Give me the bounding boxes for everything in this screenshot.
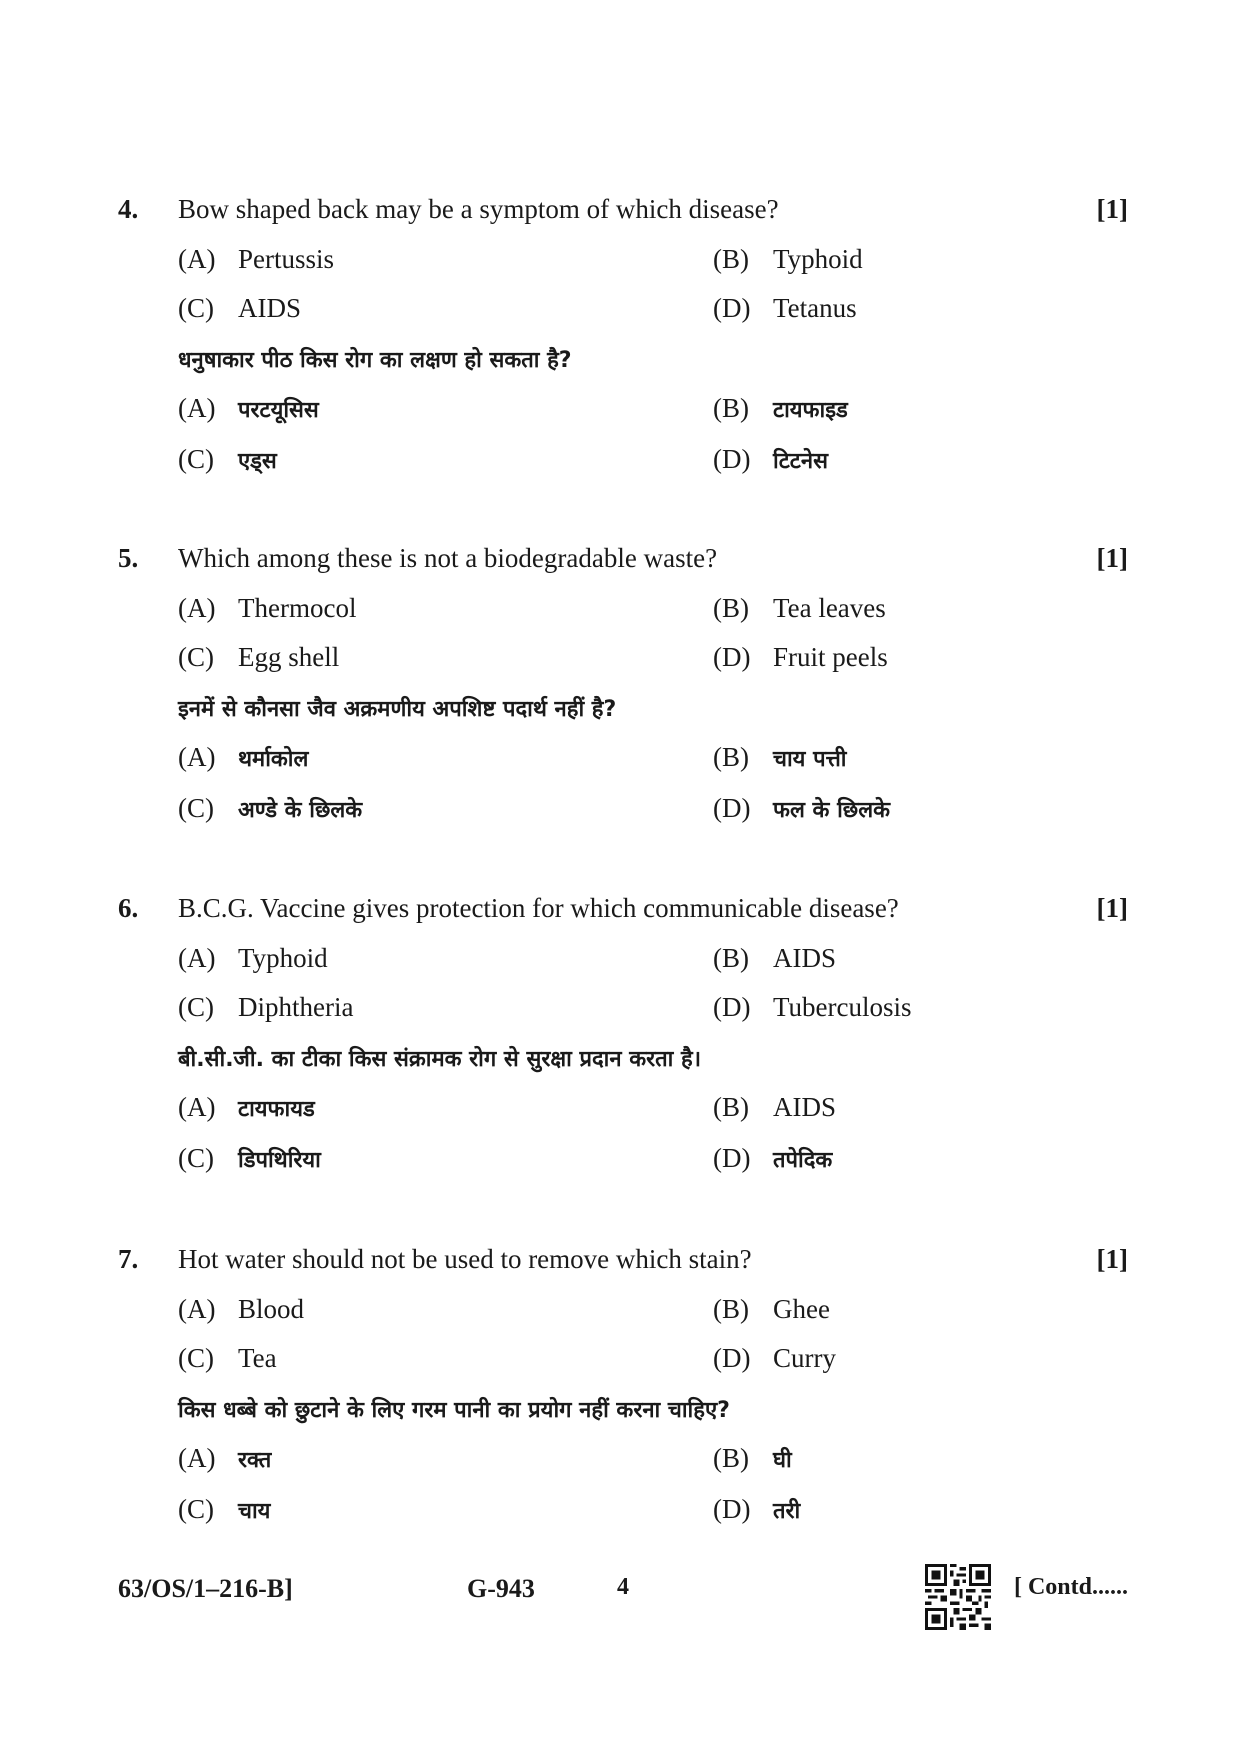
- option-a: (A) Pertussis: [178, 244, 335, 274]
- options-row: [118, 943, 1128, 992]
- question-number: 6.: [118, 893, 139, 923]
- hindi-option-a: (A) थर्माकोल: [178, 742, 309, 772]
- hindi-option-d: (D) टिटनेस: [713, 444, 828, 474]
- option-b: (B) Typhoid: [713, 244, 863, 274]
- option-c: (C) AIDS: [178, 293, 302, 323]
- option-b: (B) Ghee: [713, 1294, 830, 1324]
- question-header: [118, 1244, 1128, 1294]
- options-row: [118, 1343, 1128, 1392]
- question-text: B.C.G. Vaccine gives protection for which communicable disease?: [178, 893, 899, 923]
- question-4: [118, 194, 1128, 495]
- option-b: (B) AIDS: [713, 943, 837, 973]
- option-c: (C) Diphtheria: [178, 992, 354, 1022]
- question-marks: [1]: [1096, 194, 1128, 224]
- hindi-question-text: बी.सी.जी. का टीका किस संक्रामक रोग से सुरक्षा प्रदान करता है।: [178, 1047, 702, 1072]
- hindi-option-b: (B) चाय पत्ती: [713, 742, 847, 772]
- hindi-question-text: किस धब्बे को छुटाने के लिए गरम पानी का प्रयोग नहीं करना चाहिए?: [178, 1398, 730, 1423]
- option-c: (C) Tea: [178, 1343, 277, 1373]
- page-footer: [118, 1566, 1128, 1616]
- question-7: [118, 1244, 1128, 1545]
- hindi-options-row: [118, 1143, 1128, 1194]
- option-a: (A) Blood: [178, 1294, 305, 1324]
- page-number: 4: [617, 1574, 629, 1600]
- question-number: 4.: [118, 194, 139, 224]
- option-c: (C) Egg shell: [178, 642, 340, 672]
- option-a: (A) Thermocol: [178, 593, 357, 623]
- option-d: (D) Tuberculosis: [713, 992, 912, 1022]
- options-row: [118, 992, 1128, 1041]
- question-marks: [1]: [1096, 1244, 1128, 1274]
- option-b: (B) Tea leaves: [713, 593, 886, 623]
- question-text: Hot water should not be used to remove which stain?: [178, 1244, 752, 1274]
- hindi-options-row: [118, 742, 1128, 793]
- option-d: (D) Curry: [713, 1343, 836, 1373]
- question-text: Which among these is not a biodegradable waste?: [178, 543, 718, 573]
- hindi-options-row: [118, 393, 1128, 444]
- qr-code-icon: [925, 1564, 991, 1630]
- question-header: [118, 543, 1128, 593]
- hindi-options-row: [118, 1494, 1128, 1545]
- hindi-option-b: (B) घी: [713, 1443, 792, 1473]
- hindi-options-row: [118, 1443, 1128, 1494]
- hindi-question-text: इनमें से कौनसा जैव अक्रमणीय अपशिष्ट पदार्थ नहीं है?: [178, 697, 617, 722]
- paper-code: 63/OS/1–216-B]: [118, 1574, 293, 1603]
- hindi-option-b: (B) AIDS: [713, 1092, 837, 1122]
- question-marks: [1]: [1096, 543, 1128, 573]
- series-code: G-943: [467, 1574, 535, 1603]
- hindi-option-c: (C) एड्स: [178, 444, 277, 474]
- hindi-option-c: (C) डिपथिरिया: [178, 1143, 321, 1173]
- question-number: 7.: [118, 1244, 139, 1274]
- options-row: [118, 1294, 1128, 1343]
- hindi-option-c: (C) अण्डे के छिलके: [178, 793, 363, 823]
- hindi-option-a: (A) रक्त: [178, 1443, 272, 1473]
- question-header: [118, 893, 1128, 943]
- option-d: (D) Fruit peels: [713, 642, 888, 672]
- question-marks: [1]: [1096, 893, 1128, 923]
- question-5: [118, 543, 1128, 844]
- question-header: [118, 194, 1128, 244]
- continued-label: [ Contd......: [1013, 1574, 1128, 1600]
- option-d: (D) Tetanus: [713, 293, 857, 323]
- question-number: 5.: [118, 543, 139, 573]
- hindi-options-row: [118, 793, 1128, 844]
- options-row: [118, 244, 1128, 293]
- hindi-option-a: (A) टायफायड: [178, 1092, 315, 1122]
- hindi-option-a: (A) परटयूसिस: [178, 393, 319, 423]
- options-row: [118, 593, 1128, 642]
- options-row: [118, 642, 1128, 691]
- hindi-option-d: (D) तरी: [713, 1494, 801, 1524]
- option-a: (A) Typhoid: [178, 943, 328, 973]
- question-text: Bow shaped back may be a symptom of which disease?: [178, 194, 779, 224]
- hindi-options-row: [118, 1092, 1128, 1143]
- hindi-question-text: धनुषाकार पीठ किस रोग का लक्षण हो सकता है?: [178, 348, 572, 373]
- hindi-options-row: [118, 444, 1128, 495]
- question-6: [118, 893, 1128, 1194]
- hindi-option-b: (B) टायफाइड: [713, 393, 848, 423]
- hindi-option-d: (D) फल के छिलके: [713, 793, 891, 823]
- options-row: [118, 293, 1128, 342]
- hindi-option-d: (D) तपेदिक: [713, 1143, 833, 1173]
- hindi-option-c: (C) चाय: [178, 1494, 271, 1524]
